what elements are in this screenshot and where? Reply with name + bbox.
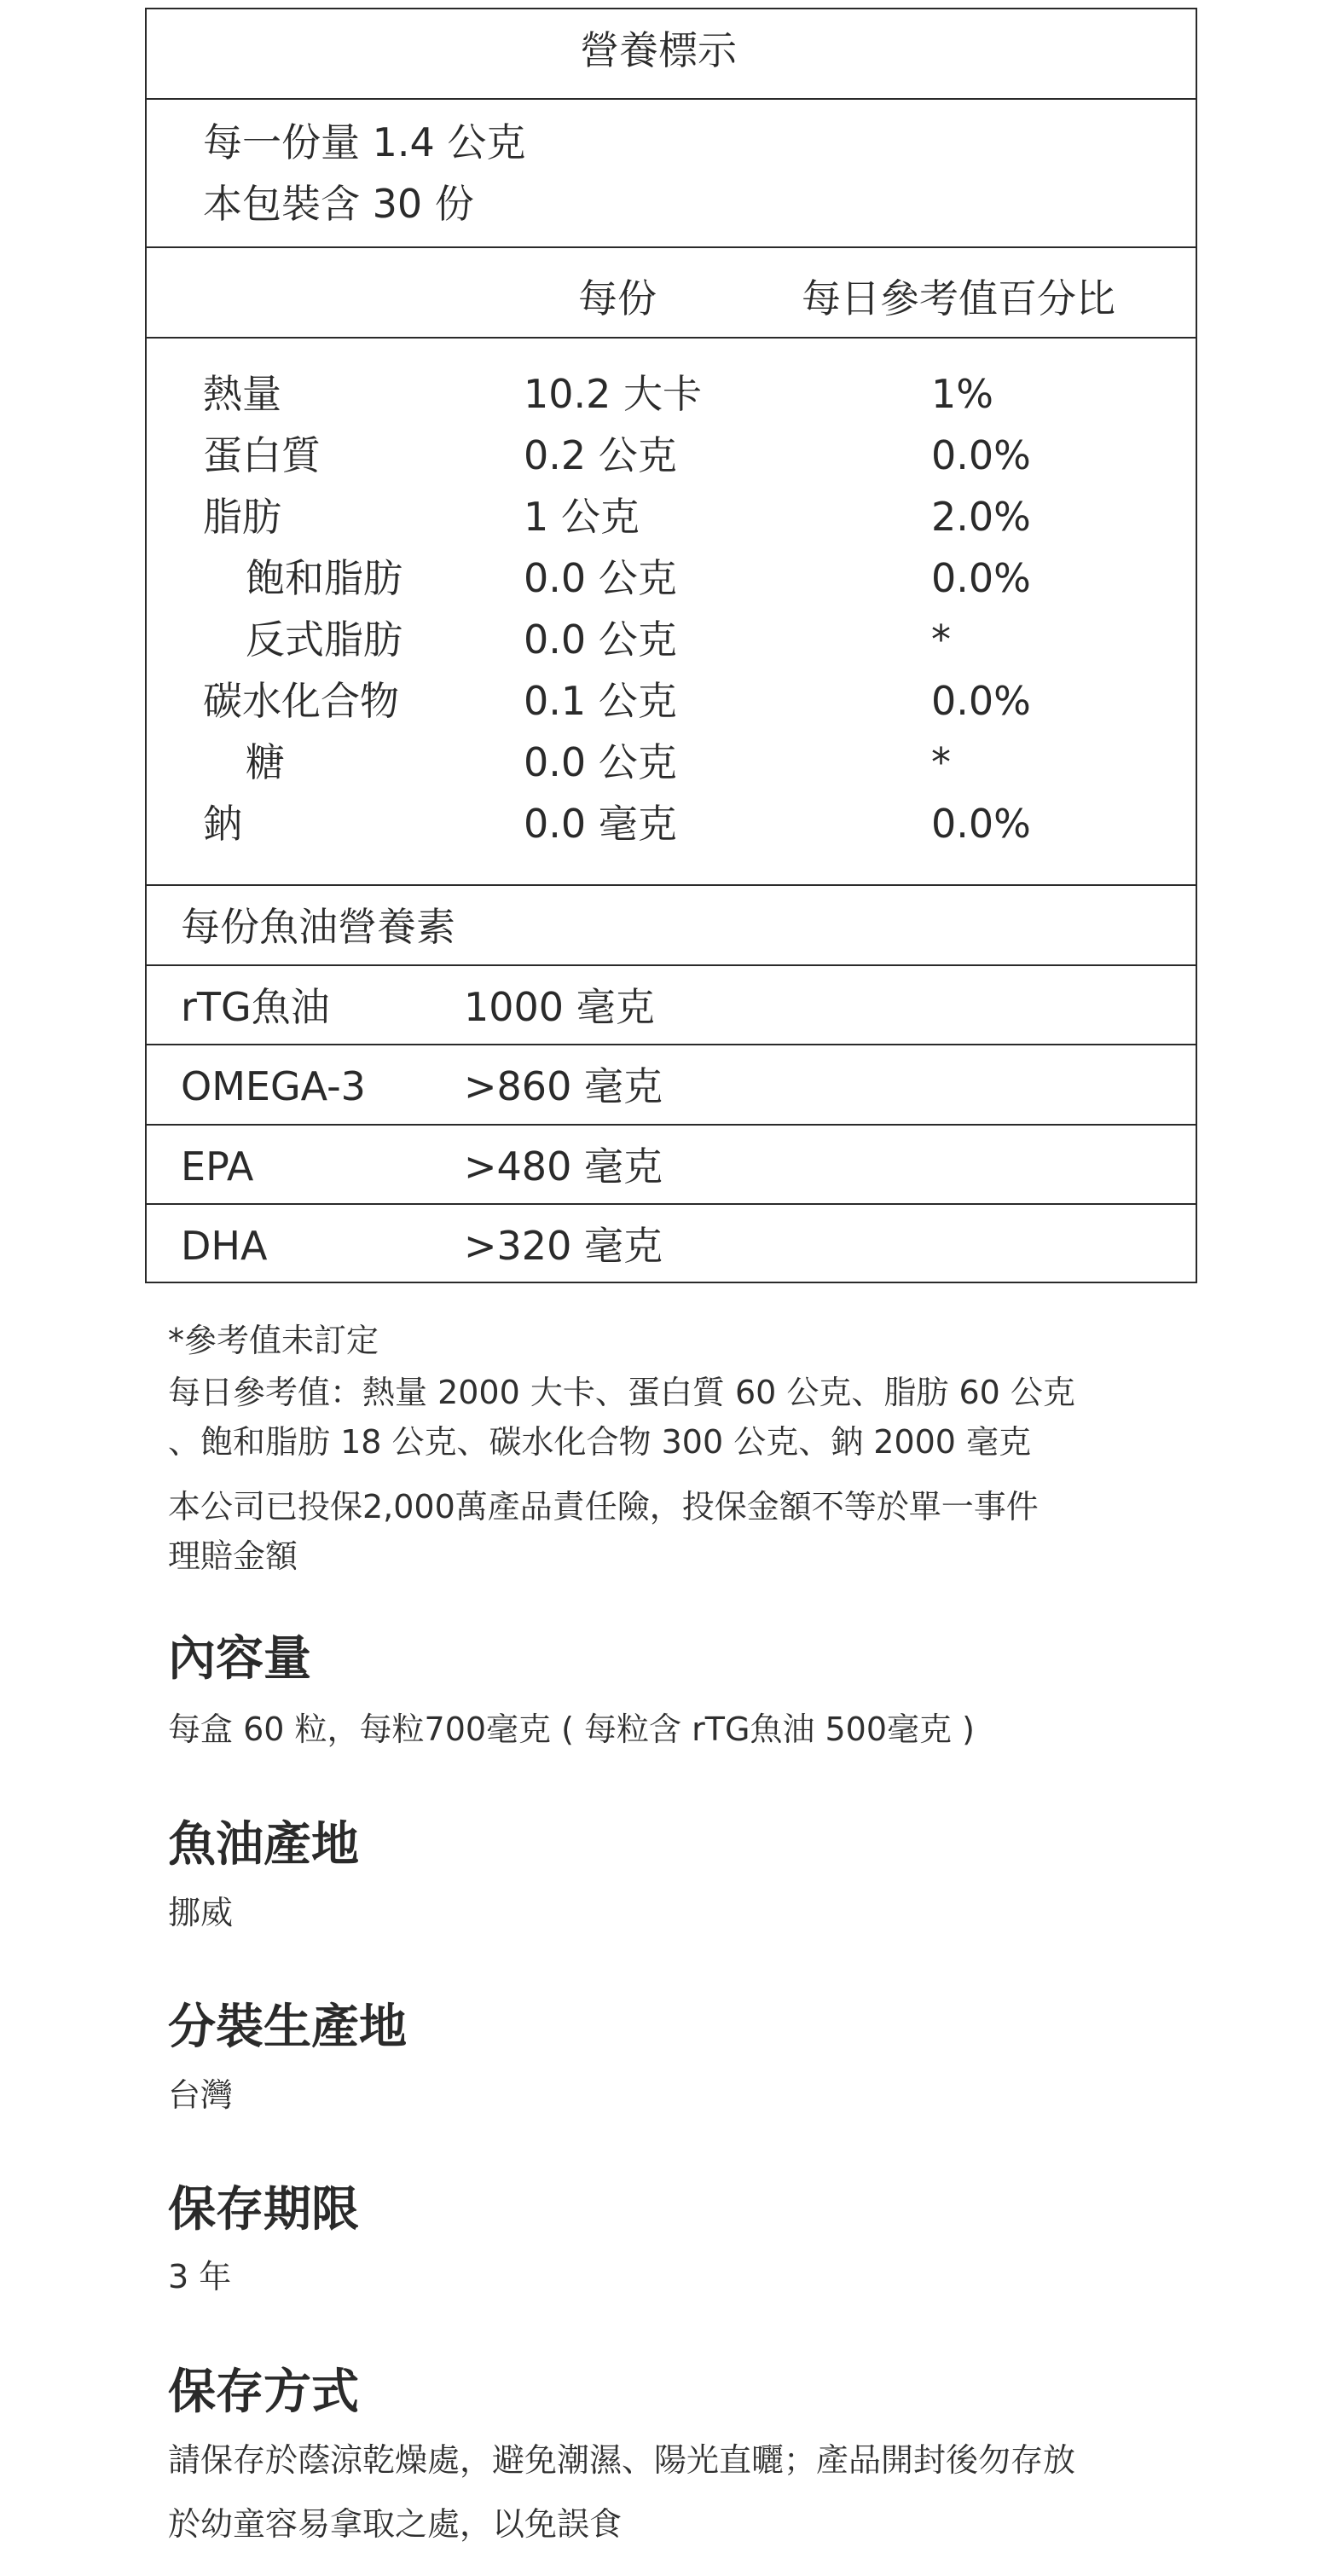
col-header-daily-value: 每日參考值百分比 xyxy=(802,275,1115,321)
nutrient-amount: 0.2 公克 xyxy=(524,432,677,478)
nutrient-amount: 0.0 公克 xyxy=(524,555,677,601)
section-text-packaging-origin: 台灣 xyxy=(168,2076,234,2114)
nutrient-name: 脂肪 xyxy=(203,494,281,540)
section-heading-shelf-life: 保存期限 xyxy=(168,2182,359,2237)
footnote-daily-reference: 每日參考值：熱量 2000 大卡、蛋白質 60 公克、脂肪 60 公克 xyxy=(168,1374,1075,1411)
fish-oil-title: 每份魚油營養素 xyxy=(181,904,455,950)
nutrient-name: 反式脂肪 xyxy=(246,617,402,663)
section-heading-fish-oil-origin: 魚油產地 xyxy=(168,1817,359,1873)
nutrient-daily-value: * xyxy=(931,739,951,785)
nutrient-amount: 0.0 公克 xyxy=(524,617,677,663)
nutrient-daily-value: * xyxy=(931,617,951,663)
fish-oil-amount: >860 毫克 xyxy=(464,1063,663,1109)
divider xyxy=(147,1124,1196,1126)
label-title: 營養標示 xyxy=(580,27,737,73)
nutrient-name: 蛋白質 xyxy=(203,432,321,478)
nutrient-daily-value: 0.0% xyxy=(931,801,1031,847)
section-text-fish-oil-origin: 挪威 xyxy=(168,1894,234,1931)
footnote-daily-reference-cont: 、飽和脂肪 18 公克、碳水化合物 300 公克、鈉 2000 毫克 xyxy=(168,1423,1032,1461)
nutrient-name: 鈉 xyxy=(203,801,242,847)
section-heading-storage: 保存方式 xyxy=(168,2365,359,2420)
nutrient-amount: 0.0 毫克 xyxy=(524,801,677,847)
fish-oil-name: rTG魚油 xyxy=(181,984,330,1030)
nutrient-daily-value: 2.0% xyxy=(931,494,1031,540)
nutrient-daily-value: 0.0% xyxy=(931,678,1031,724)
fish-oil-name: DHA xyxy=(181,1223,268,1269)
fish-oil-amount: >480 毫克 xyxy=(464,1143,663,1190)
footnote-insurance-cont: 理賠金額 xyxy=(168,1537,298,1575)
nutrient-amount: 0.0 公克 xyxy=(524,739,677,785)
section-heading-content: 內容量 xyxy=(168,1631,311,1687)
footnote-insurance: 本公司已投保2,000萬產品責任險，投保金額不等於單一事件 xyxy=(168,1488,1039,1525)
nutrient-amount: 0.1 公克 xyxy=(524,678,677,724)
fish-oil-amount: >320 毫克 xyxy=(464,1223,663,1269)
fish-oil-name: OMEGA-3 xyxy=(181,1063,366,1109)
serving-size: 每一份量 1.4 公克 xyxy=(203,119,526,165)
section-heading-packaging-origin: 分裝生產地 xyxy=(168,2000,407,2055)
divider xyxy=(147,1203,1196,1205)
nutrition-label xyxy=(145,8,1197,1283)
nutrient-daily-value: 0.0% xyxy=(931,555,1031,601)
footnote-not-established: *參考值未訂定 xyxy=(168,1322,379,1359)
nutrient-daily-value: 1% xyxy=(931,371,993,417)
nutrient-amount: 10.2 大卡 xyxy=(524,371,703,417)
section-text-content: 每盒 60 粒，每粒700毫克 ( 每粒含 rTG魚油 500毫克 ) xyxy=(168,1711,975,1748)
nutrient-name: 飽和脂肪 xyxy=(246,555,402,601)
divider xyxy=(147,98,1196,100)
servings-per-package: 本包裝含 30 份 xyxy=(203,181,474,227)
fish-oil-amount: 1000 毫克 xyxy=(464,984,655,1030)
col-header-per-serving: 每份 xyxy=(578,275,657,321)
divider xyxy=(147,337,1196,339)
divider xyxy=(147,1044,1196,1045)
section-text-storage: 請保存於蔭涼乾燥處，避免潮濕、陽光直曬；產品開封後勿存放 xyxy=(168,2441,1076,2479)
fish-oil-name: EPA xyxy=(181,1143,254,1190)
nutrient-name: 碳水化合物 xyxy=(203,678,399,724)
section-text-shelf-life: 3 年 xyxy=(168,2258,232,2295)
divider xyxy=(147,884,1196,886)
nutrient-amount: 1 公克 xyxy=(524,494,640,540)
divider xyxy=(147,246,1196,248)
divider xyxy=(147,964,1196,966)
nutrient-name: 糖 xyxy=(246,739,285,785)
nutrient-daily-value: 0.0% xyxy=(931,432,1031,478)
section-text-storage-cont: 於幼童容易拿取之處，以免誤食 xyxy=(168,2505,623,2543)
nutrient-name: 熱量 xyxy=(203,371,281,417)
